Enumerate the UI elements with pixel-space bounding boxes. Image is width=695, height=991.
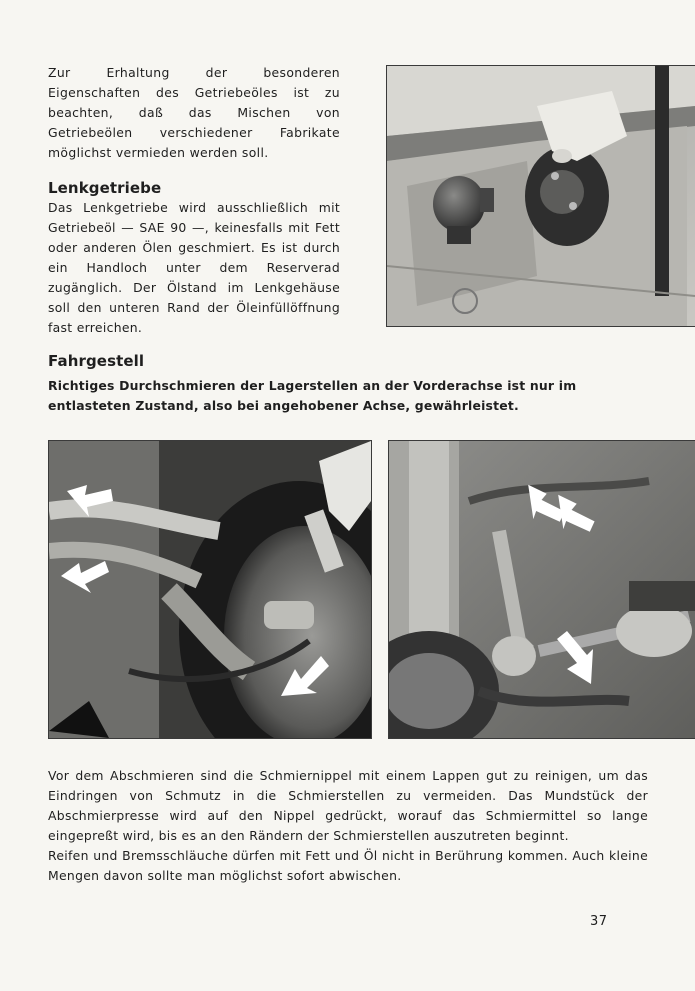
front-axle-photo-right (388, 440, 695, 739)
tire-warning-paragraph: Reifen und Bremsschläuche dürfen mit Fett und Öl nicht in Berührung kommen. Auch kleine Mengen davon sollte man möglichst sofort abwischen. (48, 848, 648, 883)
bottom-text-block (48, 766, 648, 886)
front-axle-photo-left (48, 440, 372, 739)
steering-box-photo (386, 65, 695, 327)
lenkgetriebe-heading: Lenkgetriebe (48, 179, 162, 197)
lenkgetriebe-paragraph: Das Lenkgetriebe wird ausschließlich mit Getriebeöl — SAE 90 —, keinesfalls mit Fett oder anderen Ölen geschmiert. Es ist durch ein Handloch unter dem Reserverad zugänglich. Der Ölstand im Lenkgehäuse soll den unteren Rand der Öleinfüllöffnung fast erreichen. (48, 200, 340, 335)
intro-paragraph: Zur Erhaltung der besonderen Eigenschaften des Getriebeöles ist zu beachten, daß das Mischen von Getriebeölen verschiedener Fabrikate möglichst vermieden werden soll. (48, 65, 340, 160)
page-number: 37 (590, 914, 608, 929)
lubrication-paragraph: Vor dem Abschmieren sind die Schmiernippel mit einem Lappen gut zu reinigen, um das Eindringen von Schmutz in die Schmierstellen zu vermeiden. Das Mundstück der Abschmierpresse wird auf den Nippel gedrückt, worauf das Schmiermittel so lange eingepreßt wird, bis es an den Rändern der Schmierstellen auszutreten beginnt. (48, 768, 648, 843)
fahrgestell-lead: Richtiges Durchschmieren der Lagerstellen an der Vorderachse ist nur im entlasteten Zustand, also bei angehobener Achse, gewährleistet. (48, 378, 577, 413)
fahrgestell-heading: Fahrgestell (48, 352, 145, 370)
